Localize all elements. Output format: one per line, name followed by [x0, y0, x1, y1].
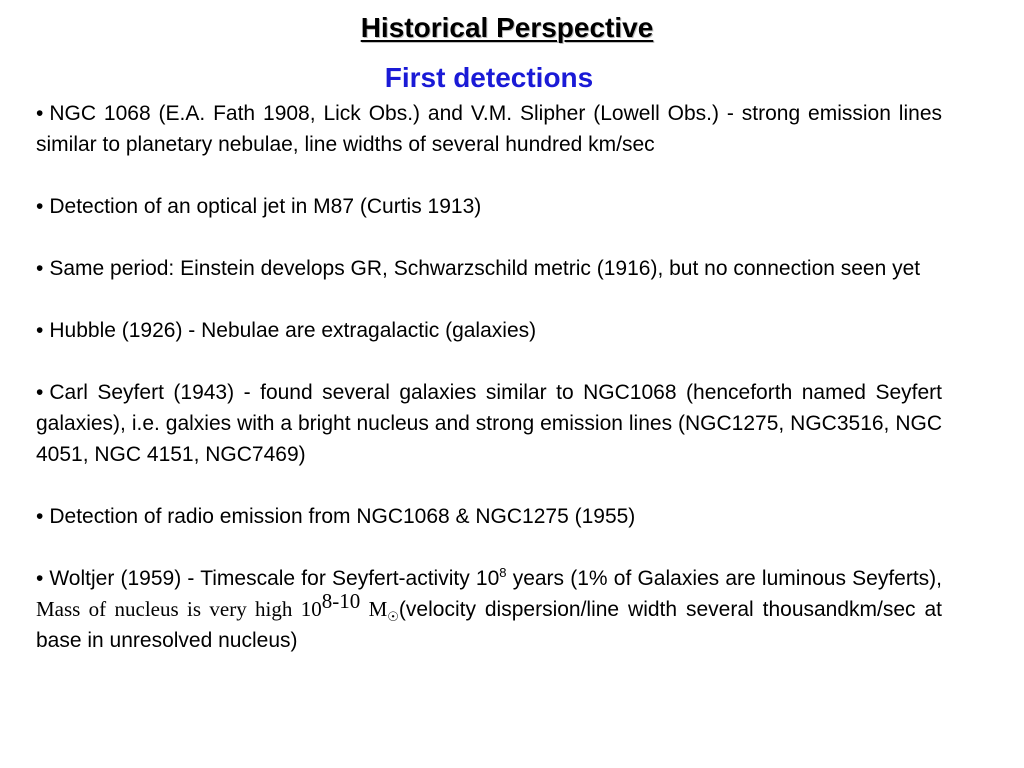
- mass-text: Mass of nucleus is very high 10: [36, 597, 322, 621]
- bullet-woltjer: [36, 563, 942, 656]
- bullet-mark: •: [36, 319, 44, 342]
- bullet-mark: •: [36, 567, 44, 590]
- exponent: 8-10: [321, 589, 361, 613]
- bullet-text: Woltjer (1959) - Timescale for Seyfert-activity 10: [49, 567, 500, 590]
- bullet-text: Hubble (1926) - Nebulae are extragalactic (galaxies): [49, 319, 537, 342]
- bullet-text: Detection of an optical jet in M87 (Curtis 1913): [49, 195, 482, 218]
- sun-symbol-icon: ☉: [387, 609, 399, 625]
- bullet-radio-emission: [36, 501, 942, 532]
- bullet-mark: •: [36, 381, 44, 404]
- bullet-text: (velocity dispersion/line width several thousandkm/sec at base in unresolved nucleus): [36, 598, 942, 652]
- bullet-text: Same period: Einstein develops GR, Schwarzschild metric (1916), but no connection seen yet: [49, 257, 921, 280]
- bullet-text: years (1% of Galaxies are luminous Seyferts),: [506, 567, 942, 590]
- bullet-mark: •: [36, 102, 44, 125]
- mass-symbol: M: [360, 597, 388, 621]
- bullet-ngc1068: [36, 98, 942, 160]
- bullet-m87-jet: [36, 191, 942, 222]
- bullet-text: Detection of radio emission from NGC1068 & NGC1275 (1955): [49, 505, 636, 528]
- bullet-einstein: [36, 253, 942, 284]
- bullet-seyfert: [36, 377, 942, 470]
- slide-subtitle: First detections: [384, 62, 594, 93]
- bullet-text: NGC 1068 (E.A. Fath 1908, Lick Obs.) and V.M. Slipher (Lowell Obs.) - strong emission lines similar to planetary nebulae, line widths of several hundred km/sec: [36, 102, 942, 156]
- slide-title: Historical Perspective: [360, 12, 654, 43]
- bullet-mark: •: [36, 505, 44, 528]
- bullet-text: Carl Seyfert (1943) - found several galaxies similar to NGC1068 (henceforth named Seyfert galaxies), i.e. galxies with a bright nucleus and strong emission lines (NGC1275, NGC3516, NGC 4051, NGC 4151, NGC7469): [36, 381, 942, 466]
- exponent: 8: [499, 565, 507, 580]
- slide-body: [36, 98, 942, 656]
- bullet-hubble: [36, 315, 942, 346]
- bullet-mark: •: [36, 195, 44, 218]
- bullet-mark: •: [36, 257, 44, 280]
